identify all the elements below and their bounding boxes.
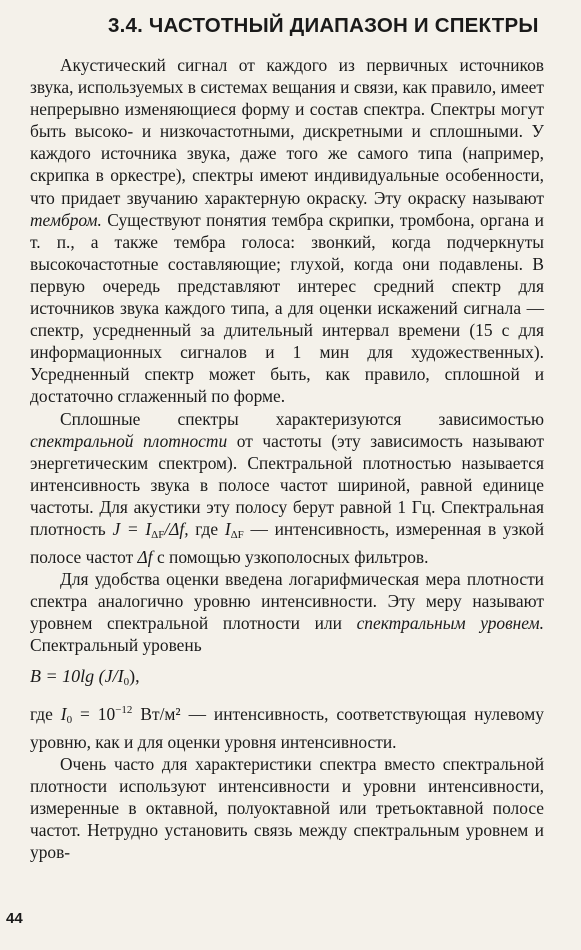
symbol-delta-f: Δf [137,547,153,568]
formula-b-rhs: ), [129,665,140,686]
paragraph-1-text-b: Существуют понятия тембра скрипки, тромбона, органа и т. п., а также тембра голоса: звонкий, когда подчеркнуты высокочастотные составляющие; глухой, когда они подавлены. В первую очередь представляют интерес средний спектр для источников звука каждого типа, а для оценки искажений сигнала — спектр, усредненный за длительный интервал времени (15 с для информационных сигналов и 1 мин для художественных). Усредненный спектр может быть, как правило, сплошной и достаточно сглаженный по форме. [30,209,544,407]
formula-b-lhs: B = 10lg (J/I [30,665,124,686]
symbol-i0: I [60,703,67,724]
symbol-i: I [224,518,231,539]
paragraph-3-text-a: Для удобства оценки введена логарифмическая мера плотности спектра аналогично уровню интенсивности. Эту меру называют уровнем спектральной плотности или [30,569,544,634]
body-text [30,54,544,863]
paragraph-3 [30,568,544,656]
paragraph-3-text-b: Спектральный уровень [30,635,202,656]
formula-j: J = I [112,518,152,539]
equals-ten: = 10 [72,703,116,724]
formula-j-sub: ΔF [151,528,165,541]
term-spectral-density: спектральной плотности [30,430,228,451]
paragraph-1-text-a: Акустический сигнал от каждого из первичных источников звука, используемых в системах вещания и связи, как правило, имеет непрерывно изменяющиеся форму и состав спектра. Спектры могут быть высоко- и низкочастотными, дискретными и сплошными. У каждого источника звука, даже того же самого типа (например, скрипка в оркестре), спектры имеют индивидуальные особенности, что придает звучанию характерную окраску. Эту окраску называют [30,55,544,208]
paragraph-4 [30,699,544,753]
paragraph-4-text-a: где [30,703,61,724]
term-spectral-level: спектральным уровнем. [356,613,544,634]
section-heading: 3.4. ЧАСТОТНЫЙ ДИАПАЗОН И СПЕКТРЫ [108,14,539,37]
paragraph-2 [30,408,544,569]
exponent: −12 [115,703,133,716]
symbol-i0-sub: 0 [66,713,73,726]
symbol-i-sub: ΔF [230,528,244,541]
paragraph-2-text-a: Сплошные спектры характеризуются зависимостью [60,408,544,429]
paragraph-5: Очень часто для характеристики спектра вместо спектральной плотности используют интенсивности и уровни интенсивности, измеренные в октавной, полуоктавной или третьоктавной полосе частот. Нетрудно установить связь между спектральным уровнем и уров- [30,753,544,863]
paragraph-2-text-e: с помощью узкополосных фильтров. [152,547,429,568]
paragraph-2-text-b: от частоты (эту зависимость называют энергетическим спектром). Спектральной плотностью называется интенсивность звука в полосе частот шириной, равной единице частоты. Для акустики эту полосу берут равной 1 Гц. Спектральная плотность [30,430,544,539]
paragraph-2-text-d: — интенсивность, измеренная в узкой полосе частот [30,518,544,568]
paragraph-4-text-b: Вт/м² — интенсивность, соответствующая нулевому уровню, как и для оценки уровня интенсивности. [30,703,544,752]
term-timbre: тембром. [30,209,102,230]
formula-j-rest: /Δf, [164,518,189,539]
page-number: 44 [6,910,23,927]
formula-b-sub: 0 [123,675,130,688]
paragraph-2-text-c: где [188,518,225,539]
paragraph-1 [30,54,544,408]
formula-b [30,665,544,693]
